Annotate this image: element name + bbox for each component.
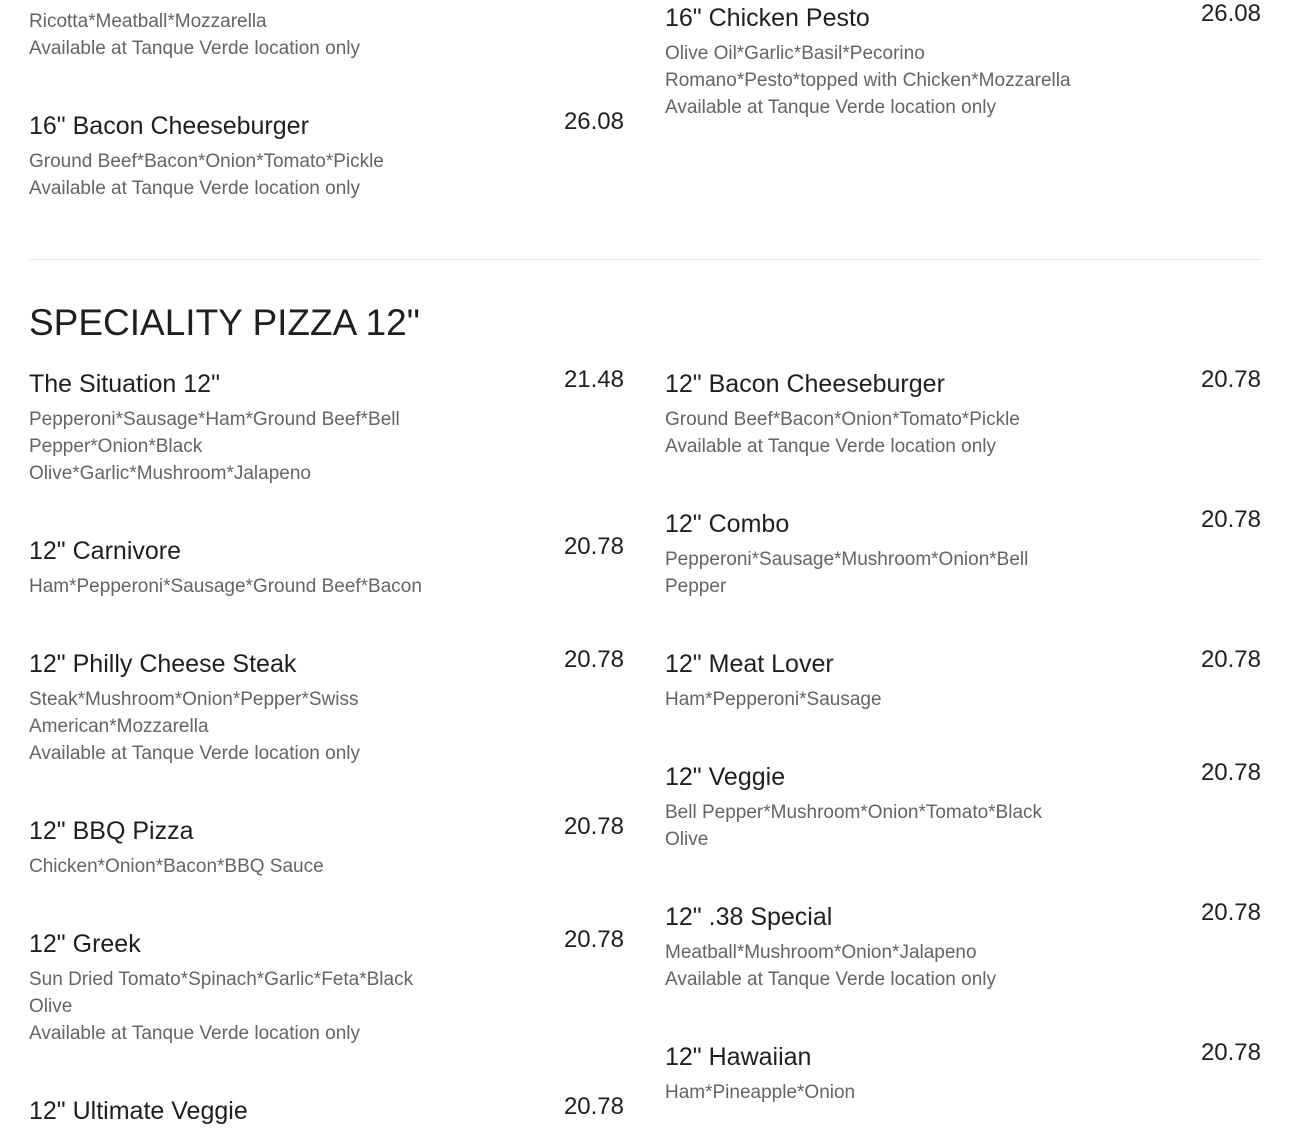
item-description: Olive Oil*Garlic*Basil*Pecorino Romano*Pesto*topped with Chicken*Mozzarella Available at Tanque Verde location only	[665, 43, 1071, 118]
item-price: 20.78	[563, 1093, 624, 1120]
item-name: 12" Bacon Cheeseburger	[665, 370, 945, 398]
item-price: 20.78	[1200, 646, 1261, 673]
item-description: Meatball*Mushroom*Onion*Jalapeno Available at Tanque Verde location only	[665, 942, 996, 990]
item-price: 20.78	[1200, 899, 1261, 926]
item-price: 20.78	[1200, 1039, 1261, 1066]
item-name: 12" .38 Special	[665, 903, 833, 931]
item-name: 16" Bacon Cheeseburger	[29, 112, 309, 140]
item-price: 20.78	[563, 813, 624, 840]
item-name: 16" Chicken Pesto	[665, 4, 870, 32]
item-description: Ricotta*Meatball*Mozzarella Available at Tanque Verde location only	[29, 11, 360, 59]
item-description: Ground Beef*Bacon*Onion*Tomato*Pickle Available at Tanque Verde location only	[665, 409, 1020, 457]
item-description: Steak*Mushroom*Onion*Pepper*Swiss American*Mozzarella Available at Tanque Verde location only	[29, 689, 360, 764]
item-description: Sun Dried Tomato*Spinach*Garlic*Feta*Black Olive Available at Tanque Verde location only	[29, 969, 414, 1044]
item-description: Chicken*Onion*Bacon*BBQ Sauce	[29, 856, 324, 877]
item-description: Ground Beef*Bacon*Onion*Tomato*Pickle Available at Tanque Verde location only	[29, 151, 384, 199]
item-price: 26.08	[1200, 0, 1261, 27]
item-price: 20.78	[1200, 506, 1261, 533]
item-price: 20.78	[563, 533, 624, 560]
section-title: SPECIALITY PIZZA 12"	[29, 302, 420, 343]
item-price: 20.78	[563, 646, 624, 673]
section-divider	[29, 259, 1261, 260]
item-description: Bell Pepper*Mushroom*Onion*Tomato*Black Olive	[665, 802, 1043, 850]
item-description: Pepperoni*Sausage*Mushroom*Onion*Bell Pepper	[665, 549, 1029, 597]
item-description: Ham*Pepperoni*Sausage	[665, 689, 882, 710]
item-name: 12" Hawaiian	[665, 1043, 812, 1071]
item-description: Ham*Pepperoni*Sausage*Ground Beef*Bacon	[29, 576, 422, 597]
item-price: 26.08	[563, 108, 624, 135]
item-description: Ham*Pineapple*Onion	[665, 1082, 856, 1103]
item-name: 12" Veggie	[665, 763, 786, 791]
item-name: 12" Combo	[665, 510, 790, 538]
item-name: 12" Ultimate Veggie	[29, 1097, 248, 1125]
item-name: 12" BBQ Pizza	[29, 817, 194, 845]
item-price: 20.78	[1200, 366, 1261, 393]
item-name: 12" Philly Cheese Steak	[29, 650, 297, 678]
item-name: 12" Meat Lover	[665, 650, 834, 678]
item-name: 12" Carnivore	[29, 537, 182, 565]
item-name: 12" Greek	[29, 930, 141, 958]
item-name: The Situation 12"	[29, 370, 220, 398]
item-description: Pepperoni*Sausage*Ham*Ground Beef*Bell Pepper*Onion*Black Olive*Garlic*Mushroom*Jalapeno	[29, 409, 400, 484]
item-price: 20.78	[563, 926, 624, 953]
item-price: 21.48	[563, 366, 624, 393]
item-price: 20.78	[1200, 759, 1261, 786]
